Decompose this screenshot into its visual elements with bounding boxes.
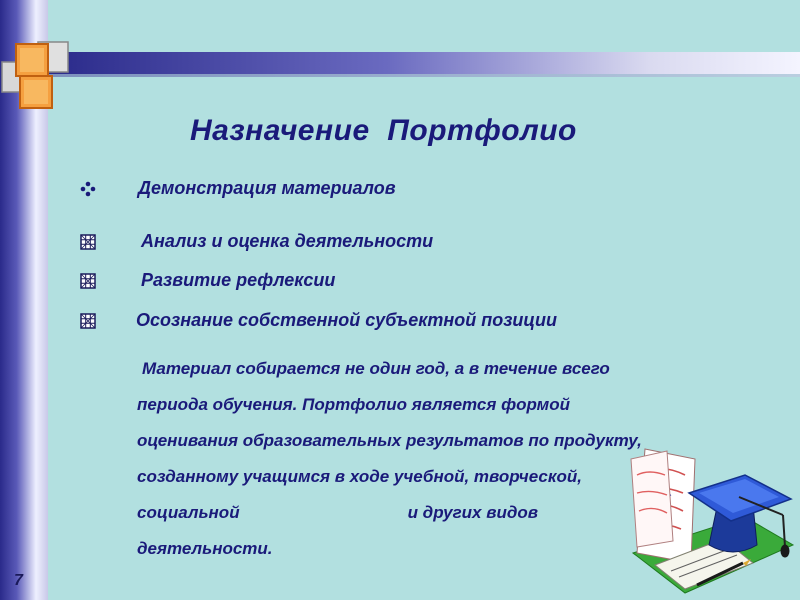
slide-number: 7 [14, 572, 23, 589]
grid-square-icon [80, 273, 96, 289]
squares-logo-icon [0, 40, 72, 112]
paragraph-line: оценивания образовательных результатов по продукту, [137, 431, 642, 450]
graduation-cap-with-papers-icon [625, 445, 795, 595]
grid-square-icon [80, 234, 96, 250]
diamond-dots-icon [80, 181, 96, 197]
top-bar-shadow [48, 74, 800, 77]
bullet-text: Демонстрация материалов [138, 178, 396, 198]
bullet-text: Анализ и оценка деятельности [141, 231, 434, 251]
paragraph-line: Материал собирается не один год, а в течение всего [142, 359, 610, 378]
paragraph-line: периода обучения. Портфолио является формой [137, 395, 571, 414]
paragraph-segment: и других видов [407, 503, 539, 522]
bullet-item-reflection [80, 270, 335, 291]
top-decorative-bar [48, 52, 800, 74]
bullet-item-awareness [80, 310, 557, 331]
bullet-text: Осознание собственной субъектной позиции [136, 310, 558, 330]
paragraph-segment: социальной [137, 503, 240, 522]
paragraph-line: созданному учащимся в ходе учебной, творческой, [137, 467, 582, 486]
grid-square-icon [80, 313, 96, 329]
paragraph-line: деятельности. [137, 539, 273, 558]
bullet-item-demonstration [80, 178, 396, 199]
bullet-item-analysis [80, 231, 433, 252]
bullet-text: Развитие рефлексии [141, 270, 336, 290]
slide-title: Назначение Портфолио [190, 114, 577, 147]
